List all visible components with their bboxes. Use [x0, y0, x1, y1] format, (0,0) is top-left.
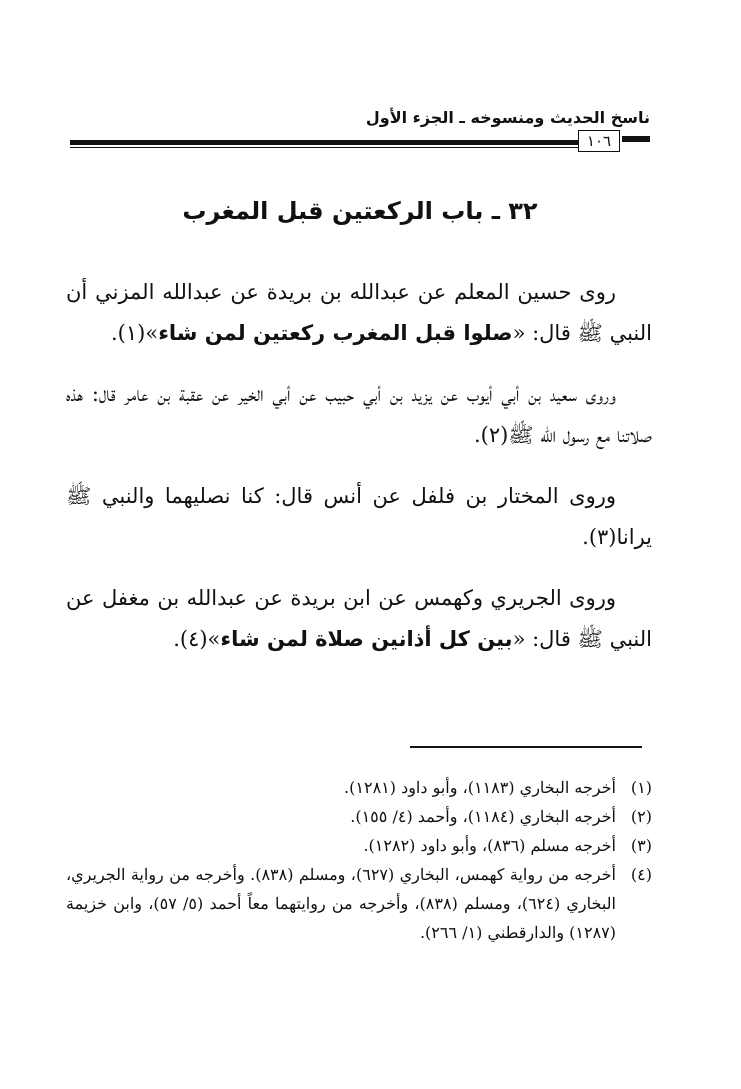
header-rule [70, 140, 578, 145]
footnote-number: (٢) [630, 807, 652, 826]
page-number: ١٠٦ [578, 130, 620, 152]
paragraph-text-end: »(١). [110, 321, 159, 345]
paragraph-text: وروى سعيد بن أبي أيوب عن يزيد بن أبي حبيب عن أبي الخير عن عقبة بن عامر قال: هذه صلاتنا مع رسول الله ﷺ(٢). [66, 382, 652, 447]
main-text [66, 272, 652, 680]
footnote-text: أخرجه البخاري (١١٨٤)، وأحمد (٤/ ١٥٥). [350, 807, 616, 826]
paragraph-text: وروى المختار بن فلفل عن أنس قال: كنا نصليهما والنبي ﷺ يرانا(٣). [66, 484, 652, 549]
paragraph-3 [66, 476, 652, 558]
header-rule-thin [70, 147, 578, 148]
footnote-text: أخرجه البخاري (١١٨٣)، وأبو داود (١٢٨١). [344, 778, 616, 797]
chapter-title: ٣٢ ـ باب الركعتين قبل المغرب [182, 197, 538, 225]
page-number-ornament [622, 136, 650, 142]
running-title: ناسخ الحديث ومنسوخه ـ الجزء الأول [365, 108, 650, 127]
footnote-number: (٤) [630, 865, 652, 884]
footnote-text: أخرجه من رواية كهمس، البخاري (٦٢٧)، ومسلم (٨٣٨). وأخرجه من رواية الجريري، البخاري (٦٢٤)، ومسلم (٨٣٨)، وأخرجه من روايتهما معاً أحمد (٥/ ٥٧)، وابن خزيمة (١٢٨٧) والدارقطني (١/ ٢٦٦). [66, 865, 617, 942]
footnote-number: (١) [630, 778, 652, 797]
footnote-text: أخرجه مسلم (٨٣٦)، وأبو داود (١٢٨٢). [363, 836, 616, 855]
footnote-1 [66, 773, 652, 802]
footnote-3 [66, 831, 652, 860]
footnote-4 [66, 860, 652, 947]
paragraph-1 [66, 272, 652, 354]
paragraph-text-end: »(٤). [173, 627, 221, 651]
hadith-quote: صلوا قبل المغرب ركعتين لمن شاء [158, 321, 513, 345]
footnote-separator [410, 746, 642, 748]
paragraph-text: وروى الجريري وكهمس عن ابن بريدة عن عبدالله بن مغفل عن النبي ﷺ قال: « [66, 586, 652, 651]
paragraph-4 [66, 578, 652, 660]
paragraph-2 [66, 374, 652, 456]
page-header [70, 108, 650, 156]
footnote-2 [66, 802, 652, 831]
footnote-number: (٣) [630, 836, 652, 855]
hadith-quote: بين كل أذانين صلاة لمن شاء [220, 627, 513, 651]
footnotes [66, 773, 652, 947]
paragraph-text: روى حسين المعلم عن عبدالله بن بريدة عن عبدالله المزني أن النبي ﷺ قال: « [66, 280, 652, 345]
